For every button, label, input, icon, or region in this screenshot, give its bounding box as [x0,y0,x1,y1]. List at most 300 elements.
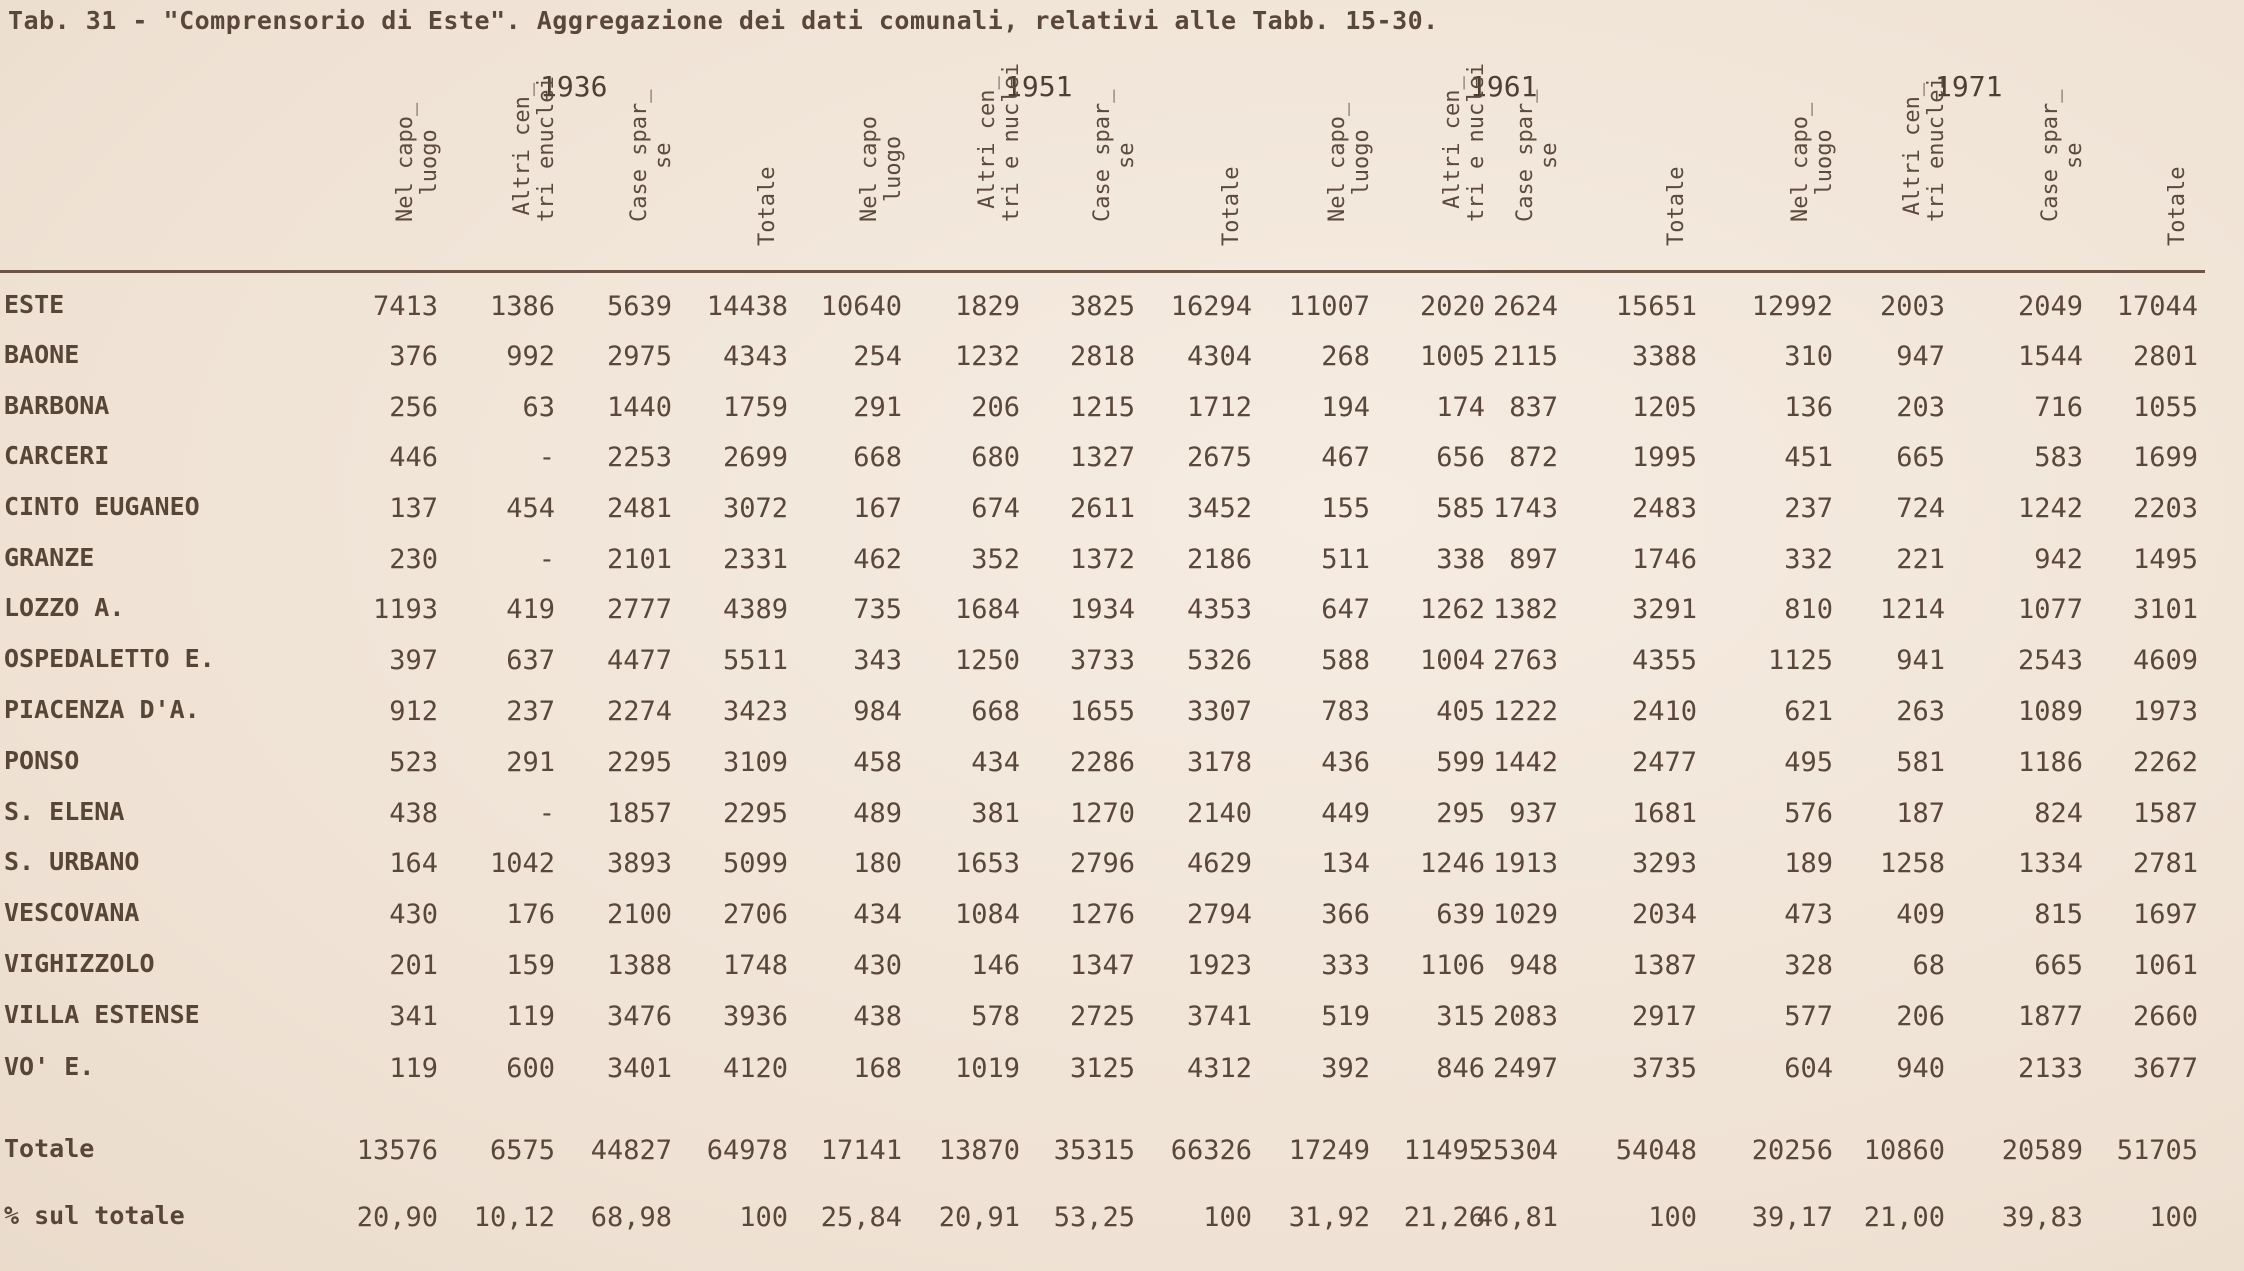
table-cell: 2675 [1186,442,1252,473]
table-cell: 1544 [2017,341,2083,372]
table-cell: 815 [2034,899,2083,930]
table-cell: 1923 [1186,950,1252,981]
table-cell: 180 [853,848,902,879]
column-header-label: Altri cen_ tri enuclei [510,76,559,222]
table-cell: 3293 [1631,848,1697,879]
table-cell: 1699 [2132,442,2198,473]
table-cell: 1186 [2017,747,2083,778]
table-cell: 1382 [1492,594,1558,625]
table-cell: 4355 [1631,645,1697,676]
table-cell: 1684 [954,594,1020,625]
table-cell: 2483 [1631,493,1697,524]
table-cell: 366 [1321,899,1370,930]
column-header [597,89,707,270]
table-cell: 100 [739,1202,788,1233]
table-cell: 3476 [606,1001,672,1032]
table-cell: 588 [1321,645,1370,676]
table-cell: 328 [1784,950,1833,981]
table-cell: 1215 [1069,392,1135,423]
table-cell: 2286 [1069,747,1135,778]
column-header-label: Totale [755,166,780,246]
table-cell: 1372 [1069,544,1135,575]
row-label: S. ELENA [4,797,125,826]
table-cell: 5639 [606,291,672,322]
table-cell: 2624 [1492,291,1558,322]
table-cell: 454 [506,493,555,524]
table-cell: 576 [1784,798,1833,829]
table-cell: 1877 [2017,1001,2083,1032]
table-cell: 159 [506,950,555,981]
table-cell: 13576 [356,1135,438,1166]
row-label: LOZZO A. [4,593,125,622]
table-cell: 912 [389,696,438,727]
table-cell: 2034 [1631,899,1697,930]
table-cell: 1388 [606,950,672,981]
table-cell: 21,26 [1403,1202,1485,1233]
table-cell: 3936 [722,1001,788,1032]
table-cell: 438 [389,798,438,829]
table-cell: 315 [1436,1001,1485,1032]
table-cell: 194 [1321,392,1370,423]
table-cell: 310 [1784,341,1833,372]
table-cell: 2543 [2017,645,2083,676]
year-heading-1936: 1936 [540,70,608,103]
table-cell: 600 [506,1053,555,1084]
table-cell: 2975 [606,341,672,372]
table-cell: 237 [1784,493,1833,524]
table-cell: 446 [389,442,438,473]
table-cell: 824 [2034,798,2083,829]
table-cell: 637 [506,645,555,676]
row-label: VILLA ESTENSE [4,1000,200,1029]
table-cell: 1743 [1492,493,1558,524]
table-cell: 942 [2034,544,2083,575]
table-cell: 1829 [954,291,1020,322]
table-cell: 5326 [1186,645,1252,676]
column-header-label: Case spar_ se [1513,89,1562,222]
column-header [1622,95,1732,270]
table-cell: 1681 [1631,798,1697,829]
table-cell: 2101 [606,544,672,575]
table-cell: 100 [2149,1202,2198,1233]
table-cell: 11007 [1288,291,1370,322]
table-cell: 17141 [820,1135,902,1166]
table-cell: 1746 [1631,544,1697,575]
row-label: GRANZE [4,543,95,572]
table-cell: 10,12 [473,1202,555,1233]
table-cell: 897 [1509,544,1558,575]
table-cell: 2295 [722,798,788,829]
row-label: S. URBANO [4,847,140,876]
table-cell: 665 [2034,950,2083,981]
table-cell: 585 [1436,493,1485,524]
column-header-label: Case spar_ se [627,89,676,222]
table-cell: 1270 [1069,798,1135,829]
table-cell: 4312 [1186,1053,1252,1084]
row-label: CINTO EUGANEO [4,492,200,521]
column-header-label: Nel capo_ luogo [393,102,442,222]
table-cell: 5099 [722,848,788,879]
table-cell: 872 [1509,442,1558,473]
table-cell: 68 [1912,950,1945,981]
table-cell: 1442 [1492,747,1558,778]
table-cell: 2660 [2132,1001,2198,1032]
table-cell: 136 [1784,392,1833,423]
table-cell: 604 [1784,1053,1833,1084]
table-cell: 146 [971,950,1020,981]
table-cell: 14438 [706,291,788,322]
year-heading-1961: 1961 [1470,70,1538,103]
table-cell: 621 [1784,696,1833,727]
table-cell: 2410 [1631,696,1697,727]
table-cell: 2917 [1631,1001,1697,1032]
table-cell: 2699 [722,442,788,473]
row-label: % sul totale [4,1201,185,1230]
table-cell: 20589 [2001,1135,2083,1166]
table-cell: 2100 [606,899,672,930]
table-cell: 716 [2034,392,2083,423]
table-cell: 1029 [1492,899,1558,930]
table-cell: 783 [1321,696,1370,727]
table-cell: 66326 [1170,1135,1252,1166]
table-cell: 1995 [1631,442,1697,473]
table-cell: 2295 [606,747,672,778]
table-cell: 724 [1896,493,1945,524]
table-cell: 837 [1509,392,1558,423]
table-cell: 7413 [372,291,438,322]
column-header-label: Totale [2165,166,2190,246]
table-cell: 495 [1784,747,1833,778]
table-cell: 1084 [954,899,1020,930]
table-cell: 668 [971,696,1020,727]
table-cell: 221 [1896,544,1945,575]
table-cell: 1759 [722,392,788,423]
column-header [1060,89,1170,270]
table-cell: 2115 [1492,341,1558,372]
table-cell: 1005 [1419,341,1485,372]
table-cell: 1089 [2017,696,2083,727]
table-cell: 17249 [1288,1135,1370,1166]
table-cell: 201 [389,950,438,981]
table-cell: 3291 [1631,594,1697,625]
table-cell: 578 [971,1001,1020,1032]
table-cell: 3125 [1069,1053,1135,1084]
table-cell: 338 [1436,544,1485,575]
table-cell: 1934 [1069,594,1135,625]
table-cell: 1495 [2132,544,2198,575]
table-cell: 1061 [2132,950,2198,981]
table-cell: 25,84 [820,1202,902,1233]
header-rule [0,270,2205,273]
table-cell: 263 [1896,696,1945,727]
table-cell: 599 [1436,747,1485,778]
table-cell: 1655 [1069,696,1135,727]
table-cell: 1712 [1186,392,1252,423]
table-cell: 523 [389,747,438,778]
table-cell: 4120 [722,1053,788,1084]
table-cell: 1125 [1767,645,1833,676]
table-cell: 583 [2034,442,2083,473]
table-cell: 10640 [820,291,902,322]
table-cell: 1386 [489,291,555,322]
table-cell: 3423 [722,696,788,727]
table-cell: 458 [853,747,902,778]
row-label: BARBONA [4,391,110,420]
table-cell: 984 [853,696,902,727]
table-cell: 3452 [1186,493,1252,524]
table-cell: 2818 [1069,341,1135,372]
table-cell: 1387 [1631,950,1697,981]
table-cell: 656 [1436,442,1485,473]
table-cell: 735 [853,594,902,625]
table-cell: 941 [1896,645,1945,676]
table-cell: 3893 [606,848,672,879]
table-cell: 937 [1509,798,1558,829]
table-cell: 1246 [1419,848,1485,879]
table-cell: 268 [1321,341,1370,372]
table-cell: 20,90 [356,1202,438,1233]
table-cell: 68,98 [590,1202,672,1233]
table-cell: 647 [1321,594,1370,625]
column-header-label: Case spar_ se [2038,89,2087,222]
table-cell: 4609 [2132,645,2198,676]
table-cell: 341 [389,1001,438,1032]
table-cell: 15651 [1615,291,1697,322]
table-cell: 39,17 [1751,1202,1833,1233]
table-cell: 2706 [722,899,788,930]
table-cell: 100 [1648,1202,1697,1233]
table-cell: 3109 [722,747,788,778]
table-cell: 1055 [2132,392,2198,423]
table-cell: 291 [853,392,902,423]
table-cell: 1748 [722,950,788,981]
table-cell: 167 [853,493,902,524]
table-cell: 332 [1784,544,1833,575]
table-cell: 1327 [1069,442,1135,473]
table-cell: 189 [1784,848,1833,879]
row-label: VESCOVANA [4,898,140,927]
table-cell: 3825 [1069,291,1135,322]
table-cell: 409 [1896,899,1945,930]
column-header [363,95,473,270]
table-cell: 1214 [1879,594,1945,625]
table-cell: 467 [1321,442,1370,473]
table-cell: 119 [506,1001,555,1032]
table-cell: 392 [1321,1053,1370,1084]
column-header [1295,95,1405,270]
table-cell: 206 [1896,1001,1945,1032]
table-cell: 1973 [2132,696,2198,727]
table-cell: 187 [1896,798,1945,829]
table-cell: 3307 [1186,696,1252,727]
row-label: Totale [4,1134,95,1163]
table-cell: 473 [1784,899,1833,930]
table-cell: 2253 [606,442,672,473]
table-cell: 51705 [2116,1135,2198,1166]
table-cell: 436 [1321,747,1370,778]
table-cell: 46,81 [1476,1202,1558,1233]
table-cell: 381 [971,798,1020,829]
table-cell: 119 [389,1053,438,1084]
table-cell: 1276 [1069,899,1135,930]
table-cell: 434 [853,899,902,930]
table-cell: 3178 [1186,747,1252,778]
column-header [2008,89,2118,270]
table-cell: 137 [389,493,438,524]
table-cell: 2083 [1492,1001,1558,1032]
table-cell: 20256 [1751,1135,1833,1166]
table-cell: 449 [1321,798,1370,829]
table-cell: 176 [506,899,555,930]
table-cell: 254 [853,341,902,372]
table-cell: 4477 [606,645,672,676]
table-cell: 35315 [1053,1135,1135,1166]
table-cell: 2801 [2132,341,2198,372]
row-label: VIGHIZZOLO [4,949,155,978]
table-cell: 1262 [1419,594,1485,625]
table-cell: 948 [1509,950,1558,981]
table-cell: 3401 [606,1053,672,1084]
table-cell: 1106 [1419,950,1485,981]
table-cell: 10860 [1863,1135,1945,1166]
table-cell: 100 [1203,1202,1252,1233]
column-header-label: Altri cen_ tri e nuclei [975,63,1024,222]
table-cell: 3677 [2132,1053,2198,1084]
table-cell: 168 [853,1053,902,1084]
table-cell: 21,00 [1863,1202,1945,1233]
table-cell: 519 [1321,1001,1370,1032]
table-cell: 1250 [954,645,1020,676]
table-cell: 2203 [2132,493,2198,524]
table-cell: 434 [971,747,1020,778]
table-cell: 3733 [1069,645,1135,676]
table-cell: 2611 [1069,493,1135,524]
table-cell: 1193 [372,594,438,625]
table-cell: 2020 [1419,291,1485,322]
table-cell: 2796 [1069,848,1135,879]
table-cell: 164 [389,848,438,879]
table-cell: 16294 [1170,291,1252,322]
row-label: CARCERI [4,441,110,470]
table-cell: 2763 [1492,645,1558,676]
table-cell: 343 [853,645,902,676]
table-cell: 13870 [938,1135,1020,1166]
table-cell: 2781 [2132,848,2198,879]
table-cell: 3101 [2132,594,2198,625]
table-cell: 940 [1896,1053,1945,1084]
table-cell: 2497 [1492,1053,1558,1084]
column-header [1483,89,1593,270]
table-cell: 174 [1436,392,1485,423]
table-cell: 4304 [1186,341,1252,372]
table-cell: 17044 [2116,291,2198,322]
table-cell: 39,83 [2001,1202,2083,1233]
table-cell: 4353 [1186,594,1252,625]
column-header-label: Case spar_ se [1090,89,1139,222]
table-cell: 2331 [722,544,788,575]
table-cell: 1258 [1879,848,1945,879]
table-cell: 4629 [1186,848,1252,879]
table-cell: 2481 [606,493,672,524]
column-header [1177,95,1287,270]
table-cell: 1004 [1419,645,1485,676]
table-cell: 462 [853,544,902,575]
table-cell: 2140 [1186,798,1252,829]
table-cell: 2003 [1879,291,1945,322]
table-cell: 1334 [2017,848,2083,879]
year-heading-1971: 1971 [1935,70,2003,103]
table-cell: 1242 [2017,493,2083,524]
column-header-label: Totale [1219,166,1244,246]
table-cell: 639 [1436,899,1485,930]
table-cell: 4389 [722,594,788,625]
table-cell: 54048 [1615,1135,1697,1166]
table-cell: 1440 [606,392,672,423]
table-cell: 405 [1436,696,1485,727]
column-header [1758,95,1868,270]
table-cell: 992 [506,341,555,372]
table-cell: 63 [522,392,555,423]
table-cell: 1587 [2132,798,2198,829]
table-cell: 2777 [606,594,672,625]
table-cell: 3388 [1631,341,1697,372]
column-header-label: Altri cen_ tri e nuclei [1440,63,1489,222]
table-cell: 674 [971,493,1020,524]
table-cell: 2262 [2132,747,2198,778]
table-cell: 419 [506,594,555,625]
table-cell: 2794 [1186,899,1252,930]
table-cell: 31,92 [1288,1202,1370,1233]
table-cell: 256 [389,392,438,423]
table-cell: 4343 [722,341,788,372]
table-cell: 237 [506,696,555,727]
row-label: PIACENZA D'A. [4,695,200,724]
table-cell: 947 [1896,341,1945,372]
column-header-label: Nel capo_ luogo [1325,102,1374,222]
table-cell: 1222 [1492,696,1558,727]
table-cell: 25304 [1476,1135,1558,1166]
table-cell: - [538,798,555,829]
table-cell: 1913 [1492,848,1558,879]
table-cell: 2133 [2017,1053,2083,1084]
table-cell: 3735 [1631,1053,1697,1084]
column-header-label: Altri cen_ tri enuclei [1900,76,1949,222]
table-cell: 430 [853,950,902,981]
column-header-label: Nel capo luogo [857,116,906,222]
table-cell: 6575 [489,1135,555,1166]
table-cell: 810 [1784,594,1833,625]
table-cell: 230 [389,544,438,575]
table-cell: 577 [1784,1001,1833,1032]
table-cell: 11495 [1403,1135,1485,1166]
table-cell: 2274 [606,696,672,727]
row-label: ESTE [4,290,65,319]
table-cell: 203 [1896,392,1945,423]
table-title: Tab. 31 - "Comprensorio di Este". Aggregazione dei dati comunali, relativi alle Tabb. 15-30. [8,6,1439,35]
table-cell: 3741 [1186,1001,1252,1032]
row-label: BAONE [4,340,80,369]
table-cell: 397 [389,645,438,676]
table-cell: - [538,544,555,575]
table-cell: 451 [1784,442,1833,473]
table-cell: 668 [853,442,902,473]
table-cell: 64978 [706,1135,788,1166]
table-cell: 1347 [1069,950,1135,981]
table-cell: 1857 [606,798,672,829]
column-header [2123,95,2233,270]
table-cell: 352 [971,544,1020,575]
table-cell: 1697 [2132,899,2198,930]
